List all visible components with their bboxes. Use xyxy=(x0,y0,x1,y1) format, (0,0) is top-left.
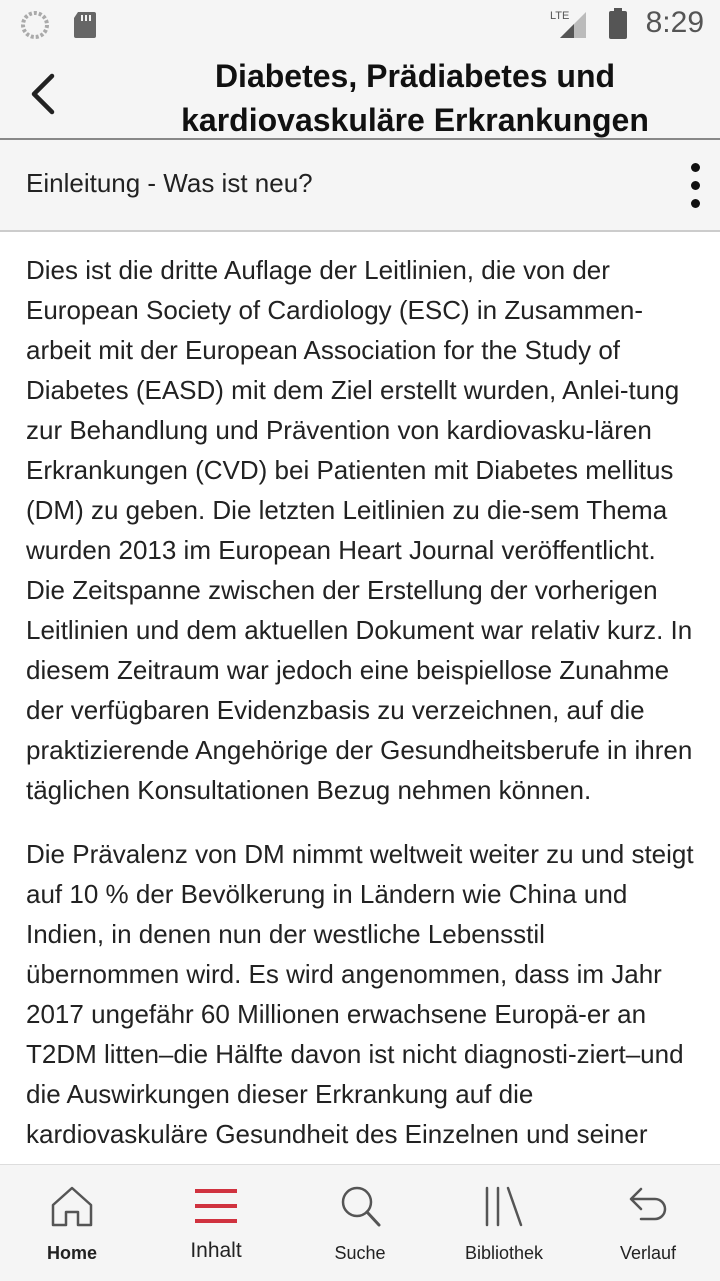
menu-icon xyxy=(191,1183,241,1229)
page-title xyxy=(150,54,680,142)
nav-suche-label: Suche xyxy=(334,1243,386,1263)
nav-home-label: Home xyxy=(46,1243,97,1263)
paragraph-2: Die Prävalenz von DM nimmt weltweit weiter zu und steigt auf 10 % der Bevölkerung in Ländern wie China und Indien, in denen nun der westliche Lebensstil übernommen wird. Es wird angenommen, dass im Jahr 2017 ungefähr 60 Millionen erwachsene Europä-er an T2DM litten–die Hälfte davon ist nicht diagnosti-ziert–und die Auswirkungen dieser Erkrankung auf die kardiovaskuläre Gesundheit des Einzelnen und seiner xyxy=(26,839,694,1149)
sd-card-icon xyxy=(72,10,98,40)
nav-bibliothek[interactable] xyxy=(432,1165,576,1281)
bottom-nav xyxy=(0,1164,720,1281)
lte-label: LTE xyxy=(550,10,570,22)
status-time: 8:29 xyxy=(645,6,704,39)
more-vertical-icon xyxy=(680,163,710,208)
nav-inhalt[interactable] xyxy=(144,1165,288,1281)
nav-verlauf-label: Verlauf xyxy=(619,1243,677,1263)
page-title-line2: kardiovaskuläre Erkrankungen xyxy=(181,102,649,138)
lte-signal-icon xyxy=(550,8,590,40)
page-title-line1: Diabetes, Prädiabetes und xyxy=(214,58,616,94)
app-bar xyxy=(0,48,720,140)
article-content[interactable] xyxy=(26,250,698,1164)
section-title: Einleitung - Was ist neu? xyxy=(26,168,313,198)
paragraph-1: Dies ist die dritte Auflage der Leitlinien, die von der European Society of Cardiology (ESC) in Zusammen-arbeit mit der European Association for the Study of Diabetes (EASD) mit dem Ziel erstellt wurden, Anlei-tung zur Behandlung und Prävention von kardiovasku-lären Erkrankungen (CVD) bei Patienten mit Diabetes mellitus (DM) zu geben. Die letzten Leitlinien zu die-sem Thema wurden 2013 im European Heart Journal veröffentlicht. Die Zeitspanne zwischen der Erstellung der vorherigen Leitlinien und dem aktuellen Dokument war relativ kurz. In diesem Zeitraum war jedoch eine beispiellose Zunahme der verfügbaren Evidenzbasis zu verzeichnen, auf die praktizierende Angehörige der Gesundheitsberufe in ihren täglichen Konsultationen Bezug nehmen können. xyxy=(26,255,693,805)
undo-arrow-icon xyxy=(623,1183,673,1229)
nav-home[interactable] xyxy=(0,1165,144,1281)
battery-icon xyxy=(608,8,628,40)
nav-inhalt-label: Inhalt xyxy=(190,1239,242,1262)
library-icon xyxy=(479,1183,529,1229)
search-icon xyxy=(335,1183,385,1229)
more-options-button[interactable] xyxy=(680,158,710,214)
chevron-left-icon xyxy=(22,70,66,118)
nav-bibliothek-label: Bibliothek xyxy=(464,1243,544,1263)
section-bar xyxy=(0,140,720,232)
spinner-icon xyxy=(20,10,50,40)
nav-suche[interactable] xyxy=(288,1165,432,1281)
back-button[interactable] xyxy=(22,70,66,118)
nav-verlauf[interactable] xyxy=(576,1165,720,1281)
home-icon xyxy=(47,1183,97,1229)
status-bar xyxy=(0,0,720,48)
